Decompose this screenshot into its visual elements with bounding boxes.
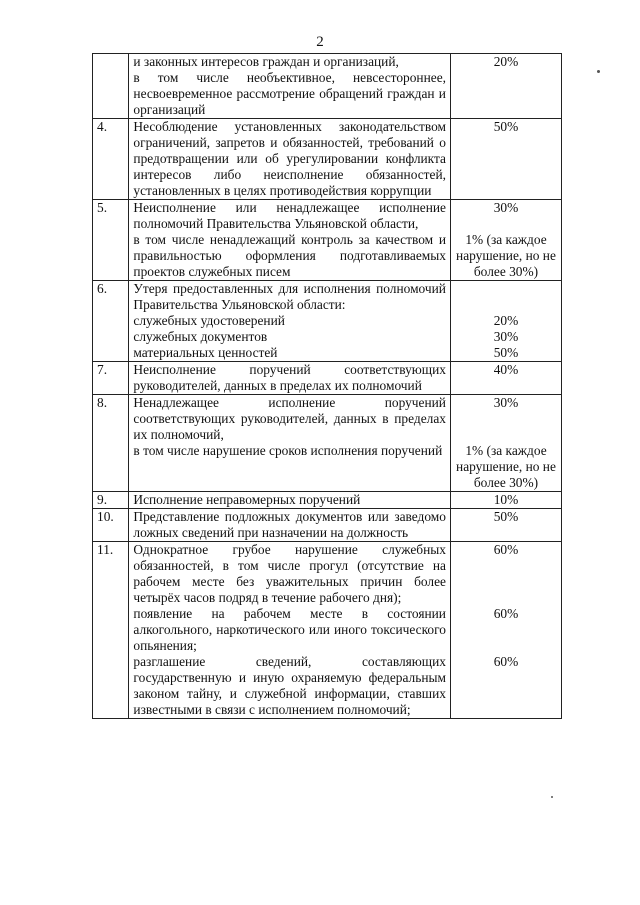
spacer	[455, 281, 557, 297]
description-paragraph: в том числе необъективное, невсестороннее, несвоевременное рассмотрение обращений граждан и организаций	[133, 70, 446, 117]
page-number: 2	[316, 34, 324, 50]
table-row	[93, 395, 562, 492]
reduction-percent	[450, 119, 561, 200]
description-paragraph: Исполнение неправомерных поручений	[133, 492, 361, 507]
percent-value: 20%	[493, 313, 519, 328]
percent-value: 1% (за каждое нарушение, но не более 30%)	[456, 443, 556, 490]
description-paragraph: материальных ценностей	[133, 345, 278, 360]
reduction-percent	[450, 281, 561, 362]
violation-description	[129, 362, 451, 395]
percent-value: 50%	[493, 509, 519, 524]
description-paragraph: Представление подложных документов или заведомо ложных сведений при назначении на должность	[133, 509, 446, 540]
table-row	[93, 509, 562, 542]
description-paragraph: и законных интересов граждан и организаций,	[133, 54, 399, 69]
description-paragraph: Однократное грубое нарушение служебных обязанностей, в том числе прогул (отсутствие на рабочем месте без уважительных причин более четырёх часов подряд в течение рабочего дня);	[133, 542, 446, 605]
description-paragraph: служебных удостоверений	[133, 313, 285, 328]
row-number	[93, 54, 129, 119]
table-row	[93, 54, 562, 119]
row-number: 5.	[93, 200, 129, 281]
description-paragraph: Неисполнение поручений соответствующих руководителей, данных в пределах их полномочий	[133, 362, 446, 393]
row-number: 10.	[93, 509, 129, 542]
violation-description	[129, 492, 451, 509]
spacer	[455, 590, 557, 606]
percent-value: 30%	[493, 395, 519, 410]
description-paragraph: в том числе нарушение сроков исполнения поручений	[133, 443, 443, 458]
violation-description	[129, 395, 451, 492]
violation-description	[129, 200, 451, 281]
percent-value: 50%	[493, 345, 519, 360]
violation-description	[129, 542, 451, 719]
percent-value: 60%	[493, 542, 519, 557]
row-number: 9.	[93, 492, 129, 509]
spacer	[455, 427, 557, 443]
percent-value: 60%	[493, 654, 519, 669]
row-number: 11.	[93, 542, 129, 719]
row-number: 6.	[93, 281, 129, 362]
row-number: 4.	[93, 119, 129, 200]
reduction-percent	[450, 395, 561, 492]
spacer	[455, 638, 557, 654]
violation-description	[129, 54, 451, 119]
description-paragraph: Ненадлежащее исполнение поручений соответствующих руководителей, данных в пределах их полномочий,	[133, 395, 446, 442]
reduction-percent	[450, 542, 561, 719]
description-paragraph: в том числе ненадлежащий контроль за качеством и правильностью оформления подготавливаемых проектов служебных писем	[133, 232, 446, 279]
violation-description	[129, 281, 451, 362]
violation-description	[129, 119, 451, 200]
table-row	[93, 119, 562, 200]
spacer	[455, 622, 557, 638]
penalty-table	[92, 53, 562, 719]
percent-value: 50%	[493, 119, 519, 134]
percent-value: 60%	[493, 606, 519, 621]
description-paragraph: Неисполнение или ненадлежащее исполнение полномочий Правительства Ульяновской области,	[133, 200, 446, 231]
row-number: 8.	[93, 395, 129, 492]
reduction-percent	[450, 362, 561, 395]
reduction-percent	[450, 492, 561, 509]
spacer	[455, 558, 557, 574]
row-number: 7.	[93, 362, 129, 395]
description-paragraph: появление на рабочем месте в состоянии алкогольного, наркотического или иного токсического опьянения;	[133, 606, 446, 653]
percent-value: 20%	[493, 54, 519, 69]
percent-value: 1% (за каждое нарушение, но не более 30%)	[456, 232, 556, 279]
reduction-percent	[450, 509, 561, 542]
spacer	[455, 216, 557, 232]
reduction-percent	[450, 200, 561, 281]
scan-speck	[597, 70, 600, 73]
spacer	[455, 411, 557, 427]
percent-value: 40%	[493, 362, 519, 377]
description-paragraph: Утеря предоставленных для исполнения полномочий Правительства Ульяновской области:	[133, 281, 446, 312]
table-row	[93, 542, 562, 719]
reduction-percent	[450, 54, 561, 119]
description-paragraph: служебных документов	[133, 329, 268, 344]
table-row	[93, 362, 562, 395]
violation-description	[129, 509, 451, 542]
description-paragraph: разглашение сведений, составляющих государственную и иную охраняемую федеральным законом тайну, и служебной информации, ставших известными в связи с исполнением полномочий;	[133, 654, 446, 717]
spacer	[455, 297, 557, 313]
percent-value: 30%	[493, 329, 519, 344]
percent-value: 30%	[493, 200, 519, 215]
table-row	[93, 281, 562, 362]
table-row	[93, 200, 562, 281]
scan-speck	[551, 796, 553, 798]
description-paragraph: Несоблюдение установленных законодательством ограничений, запретов и обязанностей, требований о предотвращении или об урегулировании конфликта интересов либо неисполнение обязанностей, установленных в целях противодействия коррупции	[133, 119, 446, 198]
percent-value: 10%	[493, 492, 519, 507]
spacer	[455, 574, 557, 590]
table-row	[93, 492, 562, 509]
